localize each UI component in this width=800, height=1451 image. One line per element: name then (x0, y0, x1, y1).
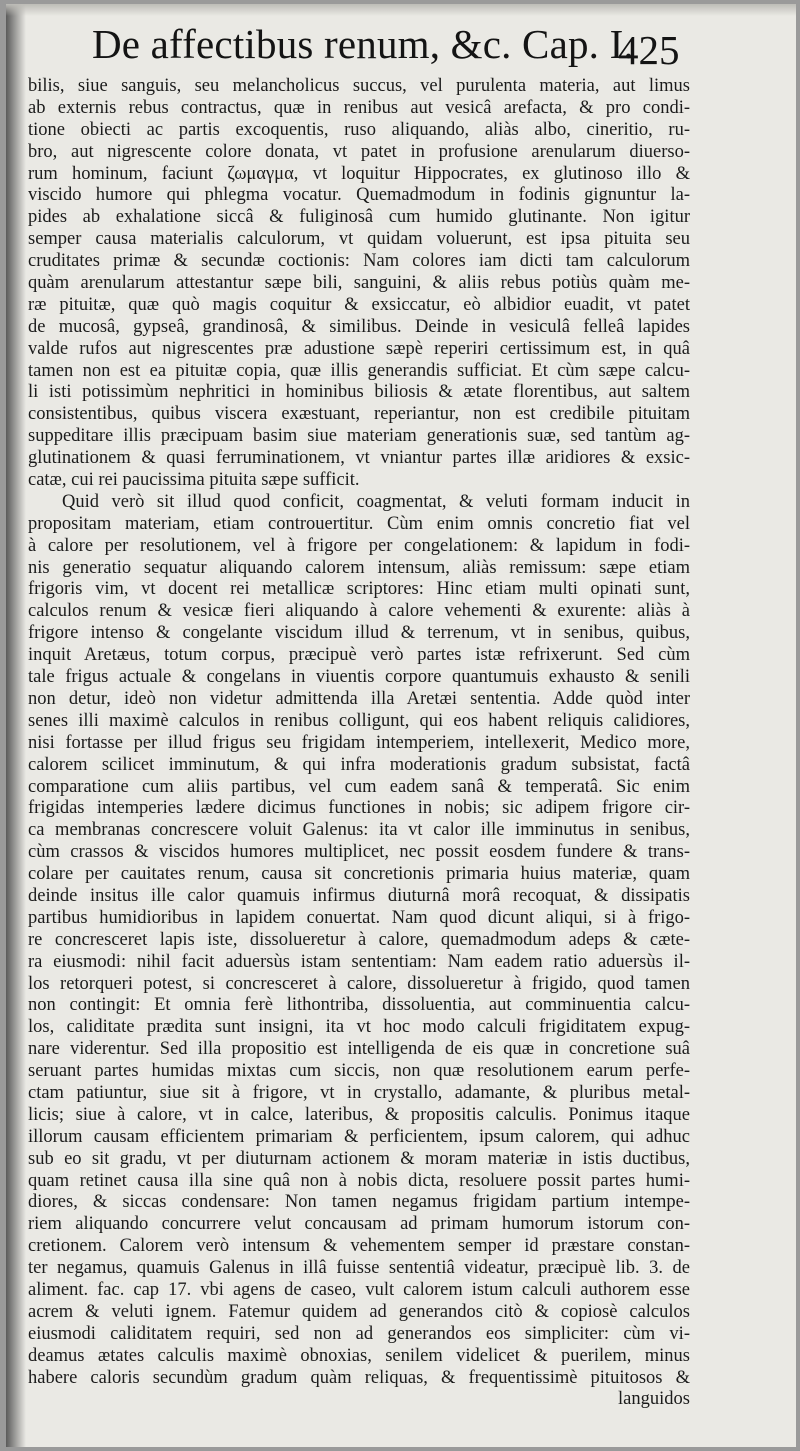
text-line: los, caliditate prædita sunt insigni, ita vt hoc modo calculi frigiditatem expug- (28, 1017, 690, 1038)
running-title: De affectibus renum, &c. Cap. I. (92, 21, 634, 67)
text-line: pides ab exhalatione siccâ & fuliginosâ cum humido glutinante. Non igitur (28, 207, 690, 228)
text-line: calorem scilicet imminutum, & qui infra moderationis gradum subsistat, factâ (28, 754, 690, 775)
text-line: comparatione cum aliis partibus, vel cum eadem sanâ & temperatâ. Sic enim (28, 776, 690, 797)
text-line: quam retinet causa illa sine quâ non à nobis dicta, resoluere possit partes humi- (28, 1170, 690, 1191)
text-line: sub eo sit gradu, vt per diuturnam actionem & moram materiæ in istis ductibus, (28, 1148, 690, 1169)
text-line: consistentibus, quibus viscera exæstuant, reperiantur, non est credibile pituitam (28, 404, 690, 425)
text-line: suppeditare illis præcipuam basim siue materiam generationis suæ, sed tantùm ag- (28, 426, 690, 447)
page-gutter-shadow (6, 4, 26, 1447)
text-line: habere caloris secundùm gradum quàm reliquas, & frequentissimè pituitosos & (28, 1367, 690, 1388)
page-header (6, 20, 796, 76)
text-line: ter negamus, quamuis Galenus in illâ fuisse sententiâ videatur, præcipuè lib. 3. de (28, 1258, 690, 1279)
text-line: ca membranas concrescere voluit Galenus: ita vt calor ille imminutus in senibus, (28, 820, 690, 841)
text-line: Quid verò sit illud quod conficit, coagmentat, & veluti formam inducit in (62, 491, 690, 512)
text-line: frigidas intemperies lædere dicimus functiones in nobis; sic adipem frigore cir- (28, 798, 690, 819)
text-line: deinde insitus ille calor quamuis infirmus diuturnâ morâ recoquat, & dissipatis (28, 885, 690, 906)
text-line: à calore per resolutionem, vel à frigore per congelationem: & lapidum in fodi- (28, 535, 690, 556)
text-line: licis; siue à calore, vt in calce, lateribus, & propositis calculis. Ponimus itaque (28, 1104, 690, 1125)
book-page (6, 4, 796, 1447)
text-line: non detur, ideò non videtur admittenda illa Aretæi sententia. Adde quòd inter (28, 688, 690, 709)
text-line: cretionem. Calorem verò intensum & vehementem semper id præstare constan- (28, 1236, 690, 1257)
text-line: bilis, siue sanguis, seu melancholicus succus, vel purulenta materia, aut limus (28, 76, 690, 96)
text-line: propositam materiam, etiam controuertitur. Cùm enim omnis concretio fiat vel (28, 513, 690, 534)
text-line: riem aliquando concurrere velut concausam ad primam humorum istorum con- (28, 1214, 690, 1235)
text-line: los retorqueri potest, si concresceret à calore, dissolueretur à frigido, quod tamen (28, 973, 690, 994)
text-line: tione obiecti ac partis excoquentis, ruso aliquando, aliàs albo, cineritio, ru- (28, 119, 690, 140)
text-line: semper causa materialis calculorum, vt quidam voluerunt, est ipsa pituita seu (28, 229, 690, 250)
text-line: rum hominum, faciunt ζωμαγμα, vt loquitur Hippocrates, ex glutinoso illo & (28, 163, 690, 184)
text-line: acrem & veluti ignem. Fatemur quidem ad generandos citò & copiosè calculos (28, 1301, 690, 1322)
text-line: re concresceret lapis iste, dissolueretur à calore, quemadmodum adeps & cæte- (28, 929, 690, 950)
page-top-shadow (6, 4, 796, 16)
text-line: senes illi maximè calculos in renibus colligunt, qui eos habent reliquis calidiores, (28, 710, 690, 731)
page-number: 425 (618, 27, 680, 73)
text-line: cùm crassos & viscidos humores multiplicet, nec possit eosdem fundere & trans- (28, 842, 690, 863)
text-line: viscido humore qui phlegma vocatur. Quemadmodum in fodinis gignuntur la- (28, 185, 690, 206)
text-line: illorum causam efficientem primariam & perficientem, ipsum calorem, qui adhuc (28, 1126, 690, 1147)
text-line: tamen non est ea pituitæ copia, quæ illis generandis sufficiat. Et cùm sæpe calcu- (28, 360, 690, 381)
text-line: languidos (618, 1389, 690, 1410)
text-line: nisi fortasse per illud frigus seu frigidam intemperiem, intellexerit, Medico more, (28, 732, 690, 753)
body-text (28, 76, 690, 1411)
text-line: aliment. fac. cap 17. vbi agens de caseo, vult calorem istum calculi authorem esse (28, 1279, 690, 1300)
text-line: calculos renum & vesicæ fieri aliquando à calore vehementi & exurente: aliàs à (28, 601, 690, 622)
text-line: frigoris vim, vt docent rei metallicæ scriptores: Hinc etiam multi opinati sunt, (28, 579, 690, 600)
text-line: catæ, cui rei paucissima pituita sæpe sufficit. (28, 470, 360, 491)
text-line: eiusmodi caliditatem requiri, sed non ad generandos eos simpliciter: cùm vi- (28, 1323, 690, 1344)
text-line: ctam patiuntur, siue sit à frigore, vt in crystallo, adamante, & pluribus metal- (28, 1082, 690, 1103)
text-line: li isti potissimùm nephritici in hominibus biliosis & ætate florentibus, aut saltem (28, 382, 690, 403)
text-line: nis generatio sequatur aliquando calorem intensum, aliàs remissum: sæpe etiam (28, 557, 690, 578)
text-line: tale frigus actuale & congelans in viuentis corpore quantumuis exhausto & senili (28, 667, 690, 688)
text-line: colare per cauitates renum, causa sit concretionis primaria huius materiæ, quam (28, 864, 690, 885)
text-line: ræ pituitæ, quæ quò magis coquitur & exsiccatur, eò albidior euadit, vt patet (28, 294, 690, 315)
text-line: ra eiusmodi: nihil facit aduersùs istam sententiam: Nam eadem ratio aduersùs il- (28, 951, 690, 972)
text-line: non contingit: Et omnia ferè lithontriba, dissoluentia, aut comminuentia calcu- (28, 995, 690, 1016)
text-line: valde rufos aut nigrescentes præ adustione sæpè reperiri certissimum est, in quâ (28, 338, 690, 359)
text-line: partibus humidioribus in lapidem conuertat. Nam quod dicunt aliqui, si à frigo- (28, 907, 690, 928)
text-line: quàm arenularum attestantur sæpe bili, sanguini, & aliis rebus potiùs quàm me- (28, 273, 690, 294)
text-line: diores, & siccas condensare: Non tamen negamus frigidam partium intempe- (28, 1192, 690, 1213)
text-line: nare viderentur. Sed illa propositio est intelligenda de eis quæ in concretione suâ (28, 1039, 690, 1060)
text-line: frigore intenso & congelante viscidum illud & terrenum, vt in senibus, quibus, (28, 623, 690, 644)
text-line: deamus ætates calculis maximè obnoxias, senilem videlicet & puerilem, minus (28, 1345, 690, 1366)
text-line: inquit Aretæus, totum corpus, præcipuè verò partes istæ refrixerunt. Sed cùm (28, 645, 690, 666)
text-line: bro, aut nigrescente colore donata, vt patet in profusione arenularum diuerso- (28, 141, 690, 162)
text-line: seruant partes humidas mixtas cum siccis, non quæ resolutionem earum perfe- (28, 1061, 690, 1082)
text-line: de mucosâ, gypseâ, grandinosâ, & similibus. Deinde in vesiculâ felleâ lapides (28, 316, 690, 337)
text-line: ab externis rebus contractus, quæ in renibus aut vesicâ arefacta, & pro condi- (28, 97, 690, 118)
text-line: glutinationem & quasi ferruminationem, vt vniantur partes illæ aridiores & exsic- (28, 448, 690, 469)
text-line: cruditates primæ & secundæ coctionis: Nam colores iam dicti tam calculorum (28, 251, 690, 272)
